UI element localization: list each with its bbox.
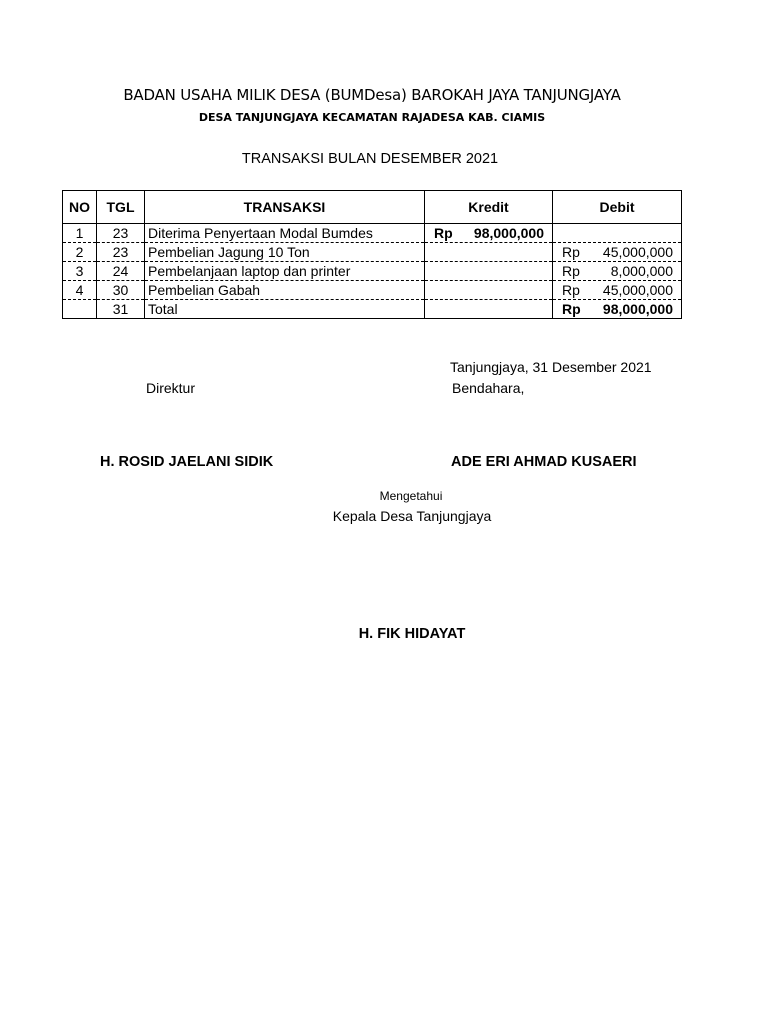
cell-no: 4 xyxy=(63,281,97,300)
debit-currency: Rp xyxy=(562,244,580,260)
cell-transaksi: Pembelian Jagung 10 Ton xyxy=(145,243,425,262)
debit-amount: 45,000,000 xyxy=(602,282,673,298)
cell-no: 2 xyxy=(63,243,97,262)
kredit-amount: 98,000,000 xyxy=(473,225,544,241)
table-row xyxy=(63,243,682,262)
cell-debit xyxy=(553,281,682,300)
cell-tgl: 23 xyxy=(97,243,145,262)
cell-kredit xyxy=(425,262,553,281)
organization-subtitle: DESA TANJUNGJAYA KECAMATAN RAJADESA KAB. CIAMIS xyxy=(198,111,546,124)
cell-debit xyxy=(553,262,682,281)
table-total-row xyxy=(63,300,682,319)
cell-transaksi: Total xyxy=(145,300,425,319)
cell-tgl: 30 xyxy=(97,281,145,300)
place-date: Tanjungjaya, 31 Desember 2021 xyxy=(450,359,652,375)
cell-kredit xyxy=(425,281,553,300)
director-role: Direktur xyxy=(146,380,196,396)
debit-currency: Rp xyxy=(562,301,581,317)
debit-currency: Rp xyxy=(562,282,580,298)
cell-tgl: 24 xyxy=(97,262,145,281)
table-row xyxy=(63,281,682,300)
cell-transaksi: Pembelanjaan laptop dan printer xyxy=(145,262,425,281)
village-head-name: H. FIK HIDAYAT xyxy=(358,626,466,642)
debit-currency: Rp xyxy=(562,263,580,279)
organization-title: BADAN USAHA MILIK DESA (BUMDesa) BAROKAH JAYA TANJUNGJAYA xyxy=(123,86,621,104)
cell-debit xyxy=(553,224,682,243)
village-head-role: Kepala Desa Tanjungjaya xyxy=(332,508,492,524)
cell-kredit xyxy=(425,243,553,262)
cell-no: 1 xyxy=(63,224,97,243)
cell-no xyxy=(63,300,97,319)
treasurer-role: Bendahara, xyxy=(452,380,525,396)
cell-transaksi: Pembelian Gabah xyxy=(145,281,425,300)
cell-debit xyxy=(553,300,682,319)
column-header-tgl: TGL xyxy=(97,191,145,224)
column-header-transaksi: TRANSAKSI xyxy=(145,191,425,224)
cell-tgl: 23 xyxy=(97,224,145,243)
cell-kredit xyxy=(425,224,553,243)
column-header-kredit: Kredit xyxy=(425,191,553,224)
document-title: TRANSAKSI BULAN DESEMBER 2021 xyxy=(241,151,499,167)
column-header-no: NO xyxy=(63,191,97,224)
table-row xyxy=(63,224,682,243)
debit-amount: 8,000,000 xyxy=(610,263,673,279)
cell-kredit xyxy=(425,300,553,319)
acknowledged-label: Mengetahui xyxy=(379,489,443,503)
table-row xyxy=(63,262,682,281)
cell-debit xyxy=(553,243,682,262)
cell-tgl: 31 xyxy=(97,300,145,319)
cell-no: 3 xyxy=(63,262,97,281)
transaction-table xyxy=(62,190,682,319)
debit-amount: 45,000,000 xyxy=(602,244,673,260)
debit-amount: 98,000,000 xyxy=(602,301,673,317)
column-header-debit: Debit xyxy=(553,191,682,224)
director-name: H. ROSID JAELANI SIDIK xyxy=(100,454,274,470)
treasurer-name: ADE ERI AHMAD KUSAERI xyxy=(451,454,637,470)
table-header-row xyxy=(63,191,682,224)
kredit-currency: Rp xyxy=(434,225,453,241)
cell-transaksi: Diterima Penyertaan Modal Bumdes xyxy=(145,224,425,243)
